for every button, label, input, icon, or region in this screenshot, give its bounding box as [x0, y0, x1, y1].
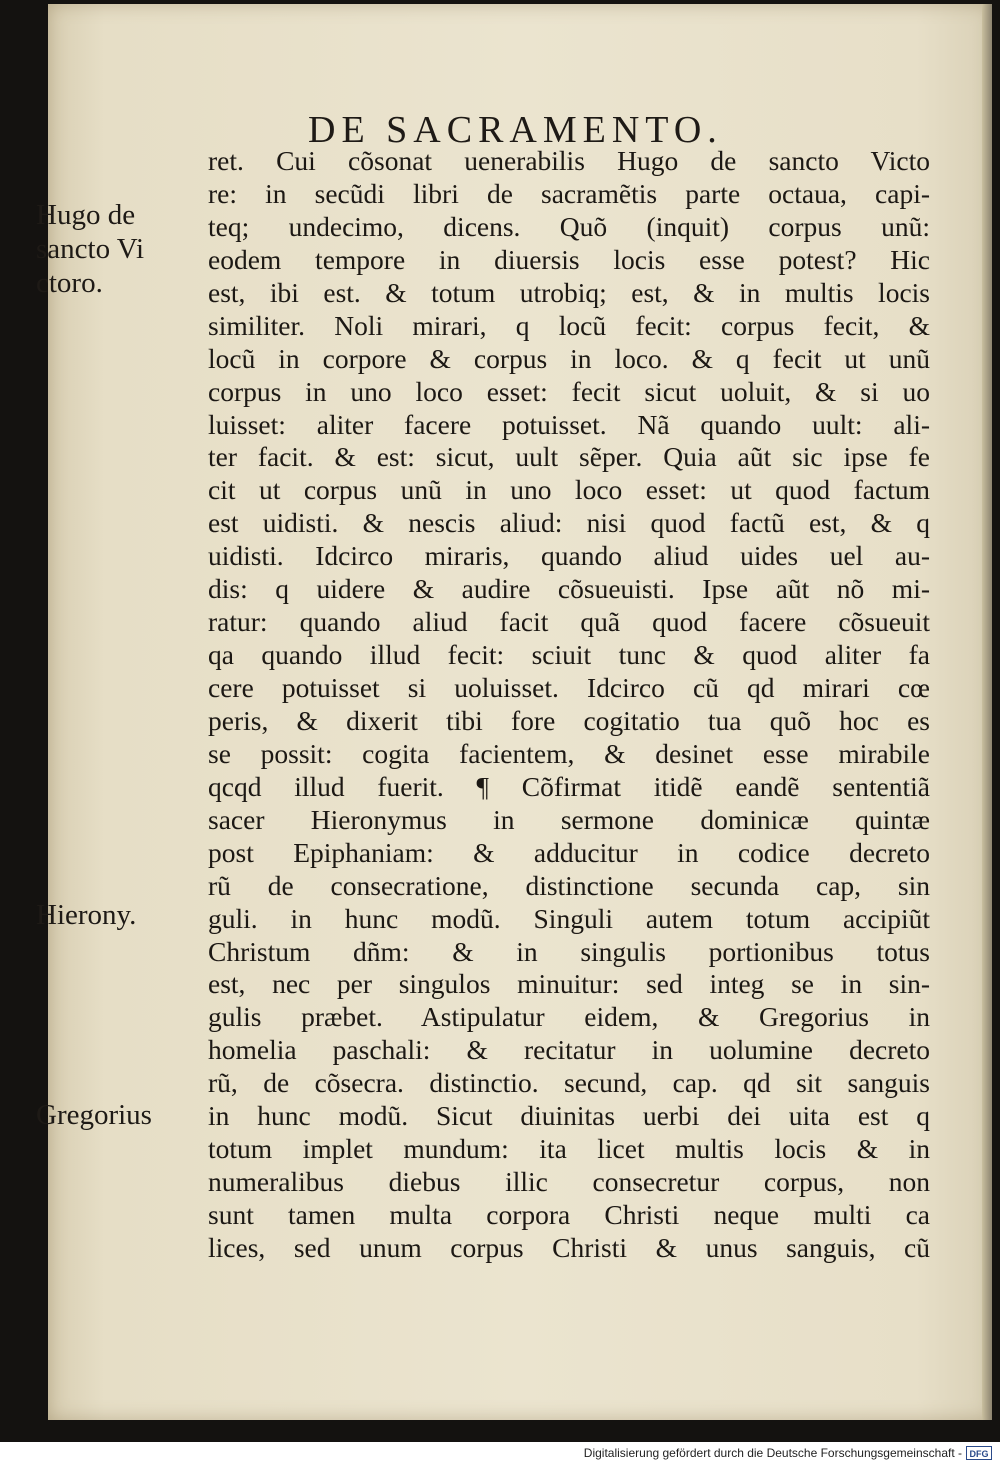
marginal-note-hieronymus [36, 898, 136, 932]
text-line: numeralibus diebus illic consecretur corpus, non [208, 1166, 930, 1198]
marginal-note-gregorius [36, 1098, 152, 1132]
text-line: se possit: cogita facientem, & desinet esse mirabile [208, 737, 930, 769]
text-line: qa quando illud fecit: sciuit tunc & quod aliter fa [208, 639, 930, 671]
marginal-line: sancto Vi [36, 233, 145, 265]
text-line: eodem tempore in diuersis locis esse potest? Hic [208, 243, 930, 275]
text-line: Christum dñm: & in singulis portionibus totus [208, 935, 930, 967]
text-line: sacer Hieronymus in sermone dominicæ quintæ [208, 803, 930, 835]
text-line: rũ de consecratione, distinctione secunda cap, sin [208, 869, 930, 901]
funding-notice: Digitalisierung gefördert durch die Deutsche Forschungsgemeinschaft - [583, 1446, 962, 1460]
text-line: dis: q uidere & audire cõsueuisti. Ipse aũt nõ mi- [208, 573, 930, 605]
marginal-line: Hierony. [36, 899, 137, 931]
text-line: qcqd illud fuerit. ¶ Cõfirmat itidẽ eandẽ sententiã [208, 770, 930, 802]
text-line: gulis præbet. Astipulatur eidem, & Gregorius in [208, 1001, 930, 1033]
text-line: totum implet mundum: ita licet multis locis & in [208, 1133, 930, 1165]
body-text [208, 145, 930, 1265]
marginal-line: Hugo de [36, 199, 136, 231]
text-line: teq; undecimo, dicens. Quõ (inquit) corpus unũ: [208, 210, 930, 242]
text-line: sunt tamen multa corpora Christi neque multi ca [208, 1199, 930, 1230]
text-line: peris, & dixerit tibi fore cogitatio tua quõ hoc es [208, 704, 930, 736]
text-line: similiter. Noli mirari, q locũ fecit: corpus fecit, & [208, 309, 930, 341]
text-line: est, ibi est. & totum utrobiq; est, & in multis locis [208, 276, 930, 308]
text-line: luisset: aliter facere potuisset. Nã quando uult: ali- [208, 408, 930, 440]
text-line: post Epiphaniam: & adducitur in codice decreto [208, 836, 930, 868]
text-line: cere potuisset si uoluisset. Idcirco cũ qd mirari cœ [208, 672, 930, 703]
dfg-logo: DFG [966, 1446, 992, 1460]
page-edge [982, 4, 992, 1420]
text-line: re: in secũdi libri de sacramẽtis parte octaua, capi- [208, 177, 930, 209]
text-line: cit ut corpus unũ in uno loco esset: ut quod factum [208, 474, 930, 506]
text-line: rũ, de cõsecra. distinctio. secund, cap. qd sit sanguis [208, 1067, 930, 1099]
text-line: ter facit. & est: sicut, uult sẽper. Quia aũt sic ipse fe [208, 441, 930, 473]
marginal-note-hugo [36, 198, 144, 300]
text-line: corpus in uno loco esset: fecit sicut uoluit, & si uo [208, 375, 930, 407]
text-line: in hunc modũ. Sicut diuinitas uerbi dei uita est q [208, 1100, 930, 1132]
text-line: guli. in hunc modũ. Singuli autem totum accipiũt [208, 902, 930, 934]
text-line: lices, sed unum corpus Christi & unus sanguis, cũ [208, 1231, 930, 1263]
text-line: homelia paschali: & recitatur in uolumine decreto [208, 1034, 930, 1066]
text-line: est uidisti. & nescis aliud: nisi quod factũ est, & q [208, 507, 930, 539]
text-line: ratur: quando aliud facit quã quod facere cõsueuit [208, 606, 930, 638]
marginal-line: ctoro. [36, 267, 103, 299]
running-head: DE SACRAMENTO. [308, 109, 723, 151]
marginal-line: Gregorius [36, 1099, 152, 1131]
text-line: uidisti. Idcirco miraris, quando aliud uides uel au- [208, 540, 930, 572]
text-line: locũ in corpore & corpus in loco. & q fecit ut unũ [208, 342, 930, 374]
text-line: est, nec per singulos minuitur: sed integ se in sin- [208, 968, 930, 1000]
text-line: ret. Cui cõsonat uenerabilis Hugo de sancto Victo [208, 145, 930, 176]
